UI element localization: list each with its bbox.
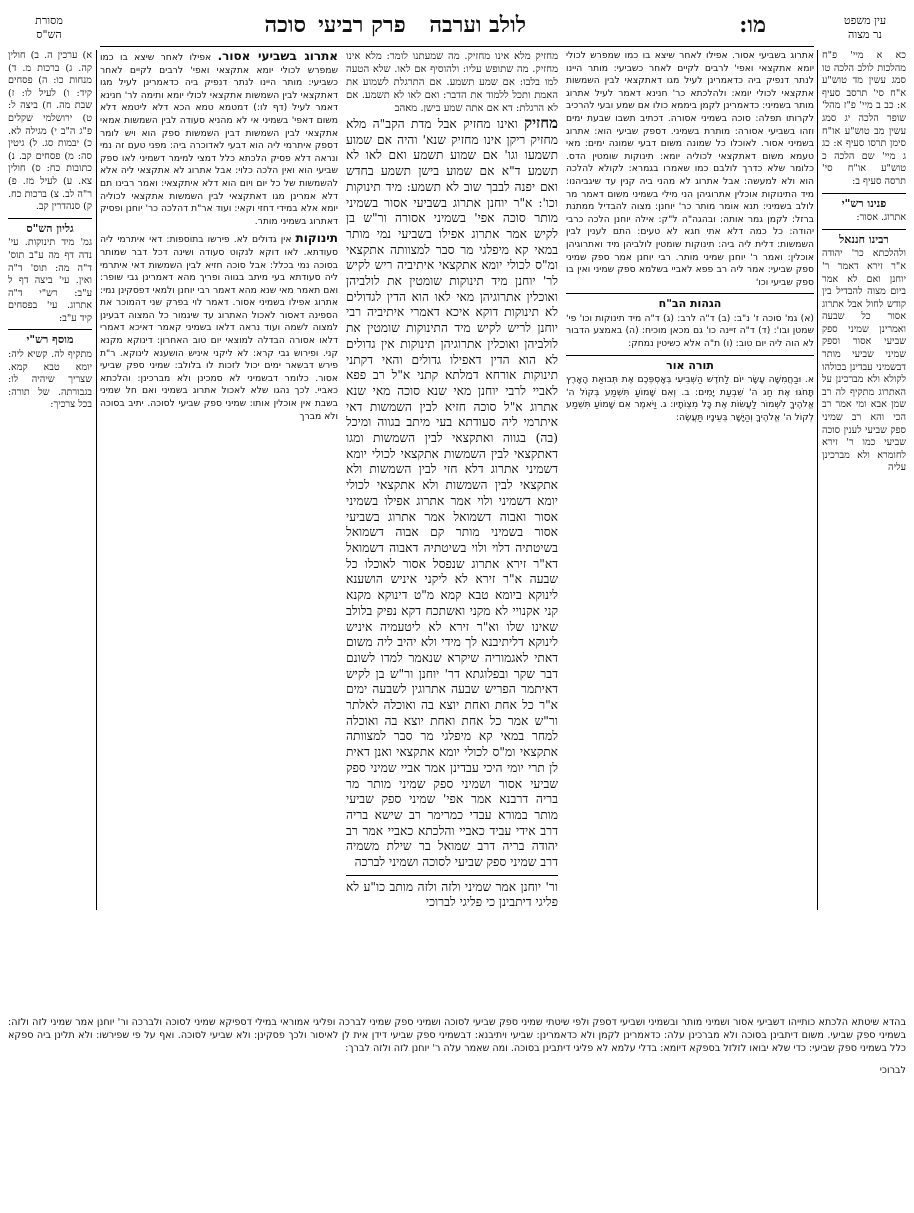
- gilyon-text: גמ' מיד תינוקות. עי' נדה דף מה ע"ב תוס' ד"ה מה: תוס' ד"ה ואין. עי' ביצה דף ל ע"ב: רש"י ד"ה אתרוג. עי' בפסחים קיד ע"ב:: [8, 237, 92, 324]
- talmud-page: [8, 6, 906, 1206]
- divider: [566, 355, 814, 356]
- daf-number: מו:: [739, 12, 766, 38]
- rabbeinu-chananel-text: ולהלכתא כר' יהודה א"ר זירא דאמר ר' יוחנן ואם לא אמר ביום מצוה להבדיל בין קודש לחול אבל אתרוג אסור כל שבעה ואמרינן שמיני ספק שביעי אסור וספק שמיני שביעי מותר דבשמיני עבדינן בכולהו לקולא ולא מברכינן על האתרוג מתקיף לה רב שמן אבא ומי אמר רב הכי והא רב שמיני ספק שביעי לענין סוכה שביעי כמו ר' זירא לחומרא ולא מברכינן עליה: [822, 248, 906, 474]
- musaf-rashi-heading: מוסף רש"י: [26, 333, 74, 347]
- divider: [346, 875, 558, 876]
- bottom-text: בהדא שיטתא הלכתא כותייהו דשביעי אסור ושמיני מותר ובשמיני ושביעי דספק ולפי שיטתי שמיני ספק שביעי לסוכה ושמיני ספק שמיני לברכה ופליגי אמוראי במילי דספיקא שמיני לסוכה ולברכה ור' יוחנן אמר שמיני לזה ולזה: בשמיני ספק שביעי. משום דיתבינן בסוכה ולא מברכינן עלה: כדאמרינן לקמן ולא כדאמרינן: שביעי ויתיבנא: דבשמיני ספק שביעי דידן אית לן לאיסור ולכך פסקינן: ולא שביעי לסוכה. ואף על פי שפירשו: ולא תלינן ביה ספקא כלל בשמיני ספק שביעי: כדי שלא יבואו לזלזל בספקא דיומא: בדלי עלמא לא פליגי דיתבינן בסוכה. ומה שאמר עלה ר' יוחנן לזה ולזה לברך:: [8, 1016, 906, 1054]
- gemara-lead-word: מחזיק: [524, 116, 558, 132]
- ein-mishpat-label: עין משפט נר מצוה: [843, 14, 887, 41]
- musaf-rashi-text: מתקיף לה. קשיא ליה: יומא טבא קמא. שצריך שיהיה לו: בגבורתה. של תורה: בכל צרכיך:: [8, 349, 92, 411]
- divider: [822, 193, 906, 194]
- divider: [8, 218, 92, 219]
- tosafot-lead: אתרוג בשביעי אסור.: [217, 50, 338, 63]
- column-divider: [96, 50, 97, 910]
- divider: [566, 293, 814, 294]
- tosafot-text-2: אין גדולים לא. פירשו בתוספות: דאי איתרמי ליה סעודתא. לאו דוקא לנקוט סעודה ושינה דכל דבר שמותר בסוכה נמי בכלל: אבל סוכה חזיא לבין השמשות דאי איתרמי ליה סעודתא בעי מיתב בגווה ופריך מהא דאמרינן גבי שופר: ואם תאמר מאי שנא מהא דאמר רבי יוחנן ולמאי דפסקינן נמי: אתרוג אפילו בשמיני אסור. דאמר לוי בפרק שני דהמוכר את הספינה דאסור לאכול האתרוג עד שיגמור כל המצוה דבעינן למצוה לשמה ועוד נראה דלאו בשמיני קאמר דאיכא דאמרי דלאו אסורה הבדלה למוצאי יום טוב האחרון: דינוקא מקנא קני. ופירוש גבי קרא: לא ליקני איניש הושענא לינוקא. ר"ת פירש דבשאר ימים יכול לזכות לו בלולב: שמיני ספק שביעי אסור. כלומר דבשמיני לא סמכינן ולא מברכינן: והלכתא כאביי. לכך נהגו שלא לאכול אתרוג בשמיני ואם חל שמיני בשבת אין אוכלין אותו: שמיני ספק שביעי לסוכה. יתיב בסוכה ולא מברך: [100, 234, 338, 422]
- tosafot-column: [100, 50, 338, 870]
- divider: [8, 329, 92, 330]
- perek-title: [318, 12, 526, 38]
- bottom-commentary: [8, 1006, 906, 1096]
- pninei-rashi-heading: פנינו רש"י: [841, 196, 887, 210]
- masoret-text: א) ערכין ה. ב) חולין קה. ג) ברכות מ. ד) מנחות כו: ה) פסחים קיד: ו) לעיל לו: ז) שבת מה. ח) ביצה ל: ט) ירושלמי שקלים פ"ג ה"ב י) מגילה לא. כ) יבמות סג. ל) גיטין סה: מ) פסחים קב. נ) כתובות כח: ס) חולין צא. ע) לעיל מז. פ) ר"ה לב. צ) ברכות כח. ק) סנהדרין קב.: [8, 50, 92, 213]
- perek-number: פרק רביעי: [318, 12, 406, 38]
- column-divider: [817, 50, 818, 910]
- tosafot-lead-2: תינוקות: [295, 231, 338, 246]
- masoret-label: מסורת הש"ס: [35, 14, 63, 41]
- pninei-rashi-text: אתרוג. אסור:: [856, 212, 906, 224]
- ein-mishpat-text: כא א מיי' פ"ח מהלכות לולב הלכה טו סמג עשין מד טוש"ע א"ח סי' תרסב סעיף א: כב ב מיי' פ"ז מהל' שופר הלכה יג סמג עשין מב טוש"ע או"ח סימן תרסו סעיף א: כג ג מיי' שם הלכה כ טוש"ע או"ח סי' תרסה סעיף ב:: [822, 50, 906, 187]
- divider: [822, 229, 906, 230]
- gemara-column: [346, 116, 558, 956]
- rashi-text: אתרוג בשביעי אסור. אפילו לאחר שיצא בו כמו שמפרש לכולי יומא אתקצאי ואפי' לרבים לקיים לאחר כשביעי: מותר היינו לנתר דנפיק ביה כדאמרינן לעיל מגו דאתקצאי לבין השמשות אתקצאי לכולי יומא: ולהלכתא כר' חנינא דאמר לעיל אתרוג מותר בשמיני: כדאמרינן לקמן ביממא כולו אם שמע ובעי להרכיב לקרותו תפלה: סוכה בשמיני אסורה. דכתיב תשבו שבעת ימים וזהו בשביעי אסורה: מותרת בשמיני. דספק שביעי הוא: אתרוג בשמיני אסור. לאוכלו כל שמונה משום דבעי שמונה ימים: מאי טעמא משום דאתקצאי לכוליה יומא: תינוקות שומטין הדס. כלומר שלא כדרך לולבם כמו שאמרו בגמרא: לקולא להלכה הוא ולא למעשה: אבל אתרוג לא מהני ביה קנין עד שיגביהנו: מיד התינוקות אוכלין אתרוגיהן הני מילי בשמיני משום דאמר מר לולב בשמיני: תנא אומר מותר כר' יוחנן: מצוה להבדיל ממתנת ברזל: לקמן גמר אותה: ובהגה"ה ל"ק: אילה יוחנן הלכה כרבי יהודה: כל כמה דלא אתי חגא לא טעים: התם לענין לבין השמשות: דלית ליה ביה: תינוקות שומטין לולביהן מיד ואתרוגיהן אוכלין: ואמר ר' יוחנן שמיני מותר. רבי יוחנן אמר ספק שמיני ספק שביעי: אמר ליה רב פפא לאביי בשלמא ספק שמיני ואין בו ספק שביעי וכו': [566, 50, 814, 288]
- torah-or-heading: תורה אור: [666, 358, 714, 372]
- torah-or-text: א. וּבַחֲמִשָּׁה עָשָׂר יוֹם לַחֹדֶשׁ הַשְּׁבִיעִי בְּאָסְפְּכֶם אֶת תְּבוּאַת הָאָרֶץ תָּחֹגּוּ אֶת חַג ה' שִׁבְעַת יָמִים: ב. וְאִם שָׁמוֹעַ תִּשְׁמַע בְּקוֹל ה' אֱלֹהֶיךָ לִשְׁמוֹר לַעֲשׂוֹת אֶת כָּל מִצְוֹתָיו: ג. וַיֹּאמֶר אִם שָׁמוֹעַ תִּשְׁמַע לְקוֹל ה' אֱלֹהֶיךָ וְהַיָּשָׁר בְּעֵינָיו תַּעֲשֶׂה:: [566, 374, 814, 424]
- gemara-closing: ור' יוחנן אמר שמיני ולזה ולזה מותב כו"ע לא פליגי דיתבינן כי פליגי לברוכי: [346, 879, 558, 910]
- tractate-name: סוכה: [264, 12, 306, 38]
- bottom-end: לברוכי: [879, 1065, 906, 1077]
- tosafot-text: אפילו לאחר שיצא בו כמו שמפרש לכולי יומא אתקצאי ואפי' לרבים לקיים לאחר כשביעי: מותר היינו לנתר דנפיק ביה כדאמרינן לעיל מגו דאתקצאי לבין השמשות אתקצאי לכולי יומא ותימה לר' חנינא דאמר לעיל (דף לו:) דמטמא טמא הכא דלא ליטמא דלא משום דאפי' בשמיני אי לא מהניא סעודה לבין השמשות אמאי אתקצאי לבין השמשות דבין השמשות ספק הוא ויש לומר דספק איתרמי ליה הוא דבעי לאדוכרה ביה: מפני טעם זה נמי ונראה דלא פסיק הלכתא כלל דמצי למימר דשמיני לאו ספק שביעי הוא ואין הלכה כלוי: אבל אתרוג לא אתקצאי ליה אלא להשמשות של כל יום ויום הוא דלא איתקצאי: ואמר רבינו תם דלא אמרינן מגו דאתקצאי לבין השמשות אתקצאי לכוליה יומא אלא במידי דחזי וקאי: ועוד אר"ת דהלכה כר' יוחנן ופסיק דאתרוג בשמיני מותר.: [100, 52, 338, 227]
- rabbeinu-chananel-heading: רבינו חננאל: [839, 232, 889, 246]
- perek-name: לולב וערבה: [429, 12, 526, 38]
- hagahot-heading: הגהות הב"ח: [658, 297, 722, 311]
- gemara-top-commentary: מחזיק מלא אינו מחזיק. מה שמעתנו לומר: מלא אינו מחזיק. מה שתופש עליו: ולהוסיף אם לאו. שלא הטעה למו בלבו: אם שמע תשמע. אם התרגלת לשמוע את האמת ותכל ללמוד את הדבר: ואם לאו לא תשמע. אם לא הרגלת: דא אם אתה שמע בישן. מאהב: [346, 51, 558, 112]
- gemara-text: ואינו מחזיק אבל מדת הקב"ה מלא מחזיק ריקן אינו מחזיק שנא' והיה אם שמוע תשמעו וגו' אם שמוע תשמע ואם לאו לא תשמע ד"א אם שמוע בישן תשמע בחדש ואם יפנה לבבך שוב לא תשמע: מיד תינוקות וכו': א"ר יוחנן אתרוג בשביעי אסור בשמיני מותר סוכה אפי' בשמיני אסורה ור"ש בן לקיש אמר אתרוג אפילו בשביעי נמי מותר במאי קא מיפלגי מר סבר למצוותה אתקצאי ומ"ס לכולי יומא אתקצאי איתיביה ריש לקיש לר' יוחנן מיד תינוקות שומטין את לולביהן ואוכלין אתרוגיהן מאי לאו הוא הדין לגדולים לא תינוקות דוקא איכא דאמרי איתיביה רבי יוחנן לריש לקיש מיד התינוקות שומטין את לולביהן ואוכלין אתרוגיהן תינוקות אין גדולים לא הוא הדין דאפילו גדולים והאי דקתני תינוקות אורחא דמלתא קתני א"ל רב פפא לאביי לרבי יוחנן מאי שנא סוכה מאי שנא אתרוג א"ל סוכה חזיא לבין השמשות דאי איתרמי ליה סעודתא בעי מיתב בגווה ומיכל (בה) בגווה ואתקצאי לבין השמשות ומגו דאתקצאי לבין השמשות אתקצאי לכולי יומא דשמיני אתרוג דלא חזי לבין השמשות ולא אתקצאי לבין השמשות ולא אתקצאי לכולי יומא דשמיני ולוי אמר אתרוג אפילו בשמיני אסור ואבוה דשמואל אמר אתרוג בשביעי אסור בשמיני מותר קם אבוה דשמואל בשיטתיה דלוי ולוי בשיטתיה דאבוה דשמואל דא"ר זירא אתרוג שנפסל אסור לאוכלו כל שבעה א"ר זירא לא ליקני איניש הושענא לינוקא ביומא טבא קמא מ"ט דינוקא מקנא קני אקנויי לא מקני ואשתכח דקא נפיק בלולב שאינו שלו וא"ר זירא לא ליטעמיה איניש לינוקא דליתיבנא לך מידי ולא יהיב ליה משום דאתי לאגמוריה שיקרא שנאמר למדו לשונם דבר שקר ובפלוגתא דר' יוחנן ור"ש בן לקיש דאיתמר הפריש שבעה אתרוגין לשבעה ימים א"ר כל אחת ואחת יוצא בה ואוכלה לאלתר ור"ש אמר כל אחת ואחת יוצא בה ואוכלה למחר במאי קא מיפלגי מר סבר למצוותה אתקצאי ומ"ס לכולי יומא אתקצאי ואנן דאית לן תרי יומי היכי עבדינן אמר אביי שמיני ספק שביעי אסור ושמיני ספק שמיני מותר מר בריה דרבנא אמר אפי' שמיני ספק שביעי מותר במורא עבדי כמרימר רב שישא בריה דרב אידי עביד כאביי והלכתא כאביי אמר רב יהודה בריה דרב שמואל בר שילת משמיה דרב שמיני ספק שביעי לסוכה ושמיני לברכה: [346, 117, 558, 870]
- masoret-column: [8, 50, 92, 910]
- rashi-column: [566, 50, 814, 870]
- gilyon-heading: גליון הש"ס: [26, 221, 74, 235]
- ein-mishpat-column: [822, 50, 906, 770]
- hagahot-text: (א) גמ' סוכה ז' נ"ב: (ב) ד"ה לרב: (ג) ד"ה מיד תינוקות וכו' פי' שמטן ובו': (ד) ד"ה זיינה כו' גם מכאן מוכיח: (ה) באמצע הדבור לא הוה ליה יום טוב: (ו) ת"ה אלא כשיטין נמחק:: [566, 312, 814, 350]
- header-rule: [100, 46, 814, 47]
